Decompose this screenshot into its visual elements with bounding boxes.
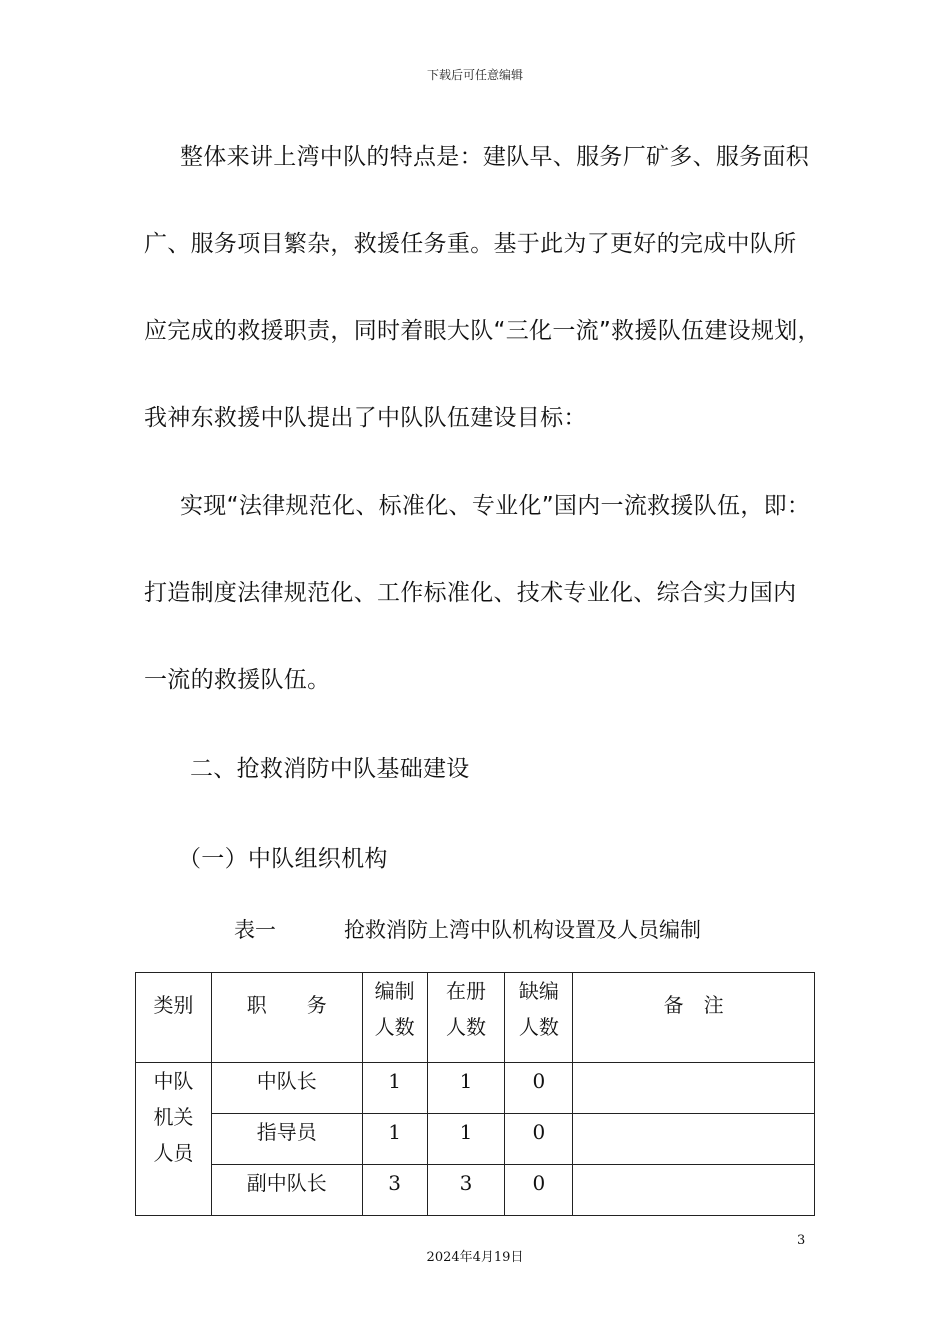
organization-table	[135, 972, 815, 1216]
group-cell: 中队 机关 人员	[136, 1063, 212, 1216]
cell-position: 中队长	[211, 1063, 362, 1114]
header-enrolled: 在册 人数	[427, 973, 505, 1063]
cell-quota: 1	[362, 1063, 427, 1114]
cell-enrolled: 1	[427, 1063, 505, 1114]
table-caption-title: 抢救消防上湾中队机构设置及人员编制	[344, 918, 701, 942]
cell-position: 指导员	[211, 1114, 362, 1165]
cell-remarks	[573, 1114, 815, 1165]
table-row	[136, 1165, 815, 1216]
cell-vacancy: 0	[505, 1165, 573, 1216]
cell-enrolled: 1	[427, 1114, 505, 1165]
page-number: 3	[797, 1233, 806, 1248]
cell-quota: 3	[362, 1165, 427, 1216]
cell-enrolled: 3	[427, 1165, 505, 1216]
page-header: 下载后可任意编辑	[426, 68, 523, 82]
section-heading: 二、抢救消防中队基础建设	[190, 756, 470, 782]
cell-quota: 1	[362, 1114, 427, 1165]
header-position: 职 务	[211, 973, 362, 1063]
header-vacancy: 缺编 人数	[505, 973, 573, 1063]
table-caption-label: 表一	[234, 918, 276, 942]
subsection-heading: （一）中队组织机构	[178, 846, 388, 872]
paragraph-line-5: 实现“法律规范化、标准化、专业化”国内一流救援队伍，即：	[180, 493, 811, 519]
header-category: 类别	[136, 973, 212, 1063]
cell-remarks	[573, 1063, 815, 1114]
paragraph-line-2: 广、服务项目繁杂，救援任务重。基于此为了更好的完成中队所	[144, 231, 797, 257]
cell-position: 副中队长	[211, 1165, 362, 1216]
cell-vacancy: 0	[505, 1114, 573, 1165]
paragraph-line-4: 我神东救援中队提出了中队队伍建设目标：	[144, 405, 587, 431]
paragraph-line-1: 整体来讲上湾中队的特点是：建队早、服务厂矿多、服务面积	[180, 144, 810, 170]
table-row	[136, 1114, 815, 1165]
cell-vacancy: 0	[505, 1063, 573, 1114]
header-quota: 编制 人数	[362, 973, 427, 1063]
header-remarks: 备 注	[573, 973, 815, 1063]
paragraph-line-6: 打造制度法律规范化、工作标准化、技术专业化、综合实力国内	[144, 580, 797, 606]
table-header-row	[136, 973, 815, 1063]
table-caption	[234, 914, 701, 944]
paragraph-line-7: 一流的救援队伍。	[144, 667, 331, 693]
cell-remarks	[573, 1165, 815, 1216]
paragraph-line-3: 应完成的救援职责，同时着眼大队“三化一流”救援队伍建设规划，	[144, 318, 821, 344]
footer-date: 2024年4月19日	[426, 1250, 524, 1265]
table-row	[136, 1063, 815, 1114]
